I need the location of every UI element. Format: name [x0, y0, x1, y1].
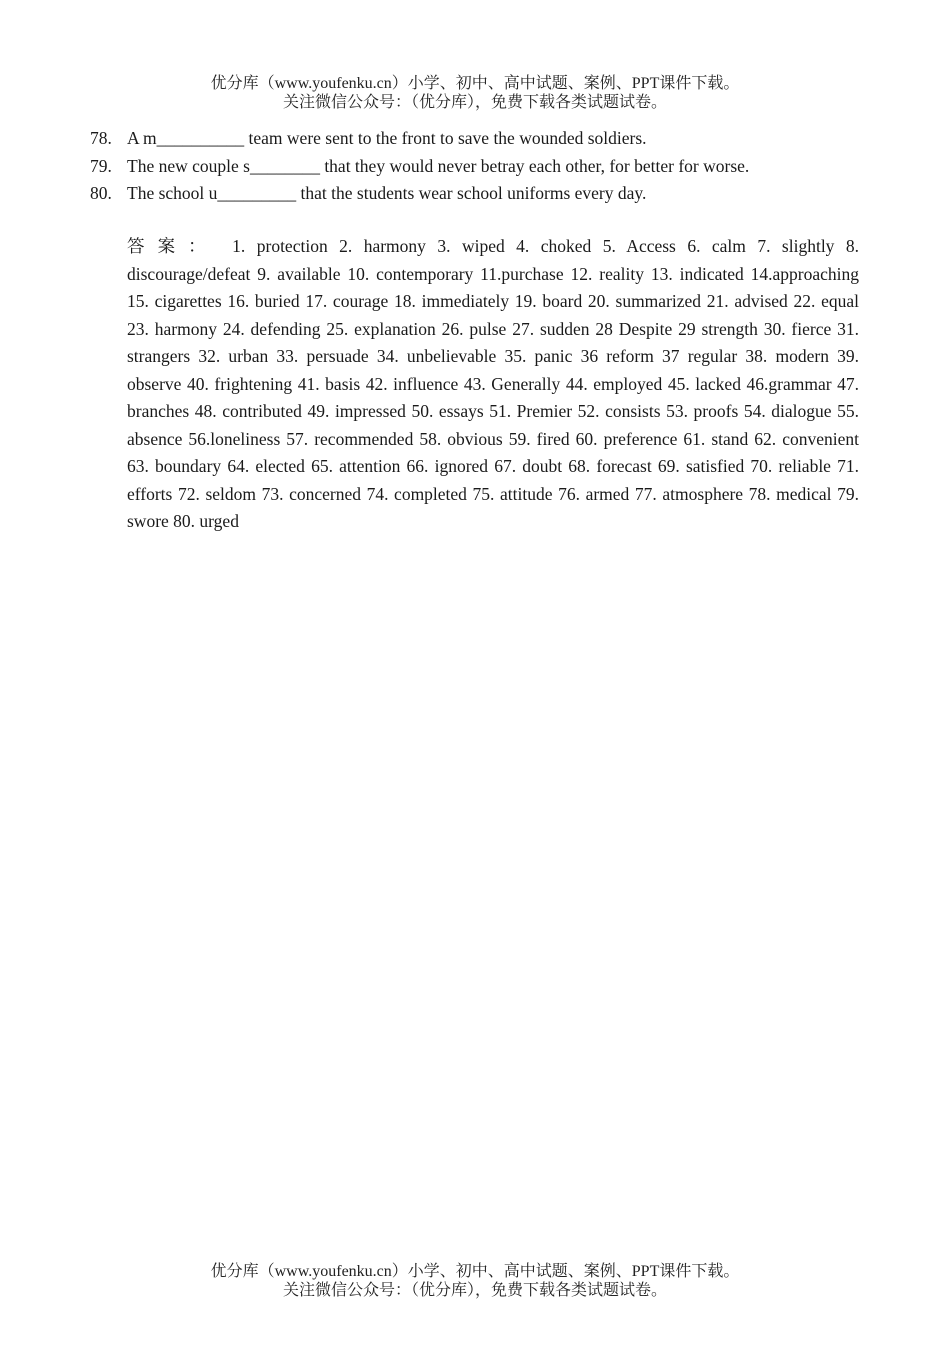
footer-line-1: 优分库（www.youfenku.cn）小学、初中、高中试题、案例、PPT课件下载。 [210, 1263, 740, 1280]
answer-text: 1. protection 2. harmony 3. wiped 4. choked 5. Access 6. calm 7. slightly 8. discourage/defeat 9. available 10. contemporary 11.purchase 12. reality 13. indicated 14.approaching 15. cigarettes 16. buried 17. courage 18. immediately 19. board 20. summarized 21. advised 22. equal 23. harmony 24. defending 25. explanation 26. pulse 27. sudden 28 Despite 29 strength 30. fierce 31. strangers 32. urban 33. persuade 34. unbelievable 35. panic 36 reform 37 regular 38. modern 39. observe 40. frightening 41. basis 42. influence 43. Generally 44. employed 45. lacked 46.grammar 47. branches 48. contributed 49. impressed 50. essays 51. Premier 52. consists 53. proofs 54. dialogue 55. absence 56.loneliness 57. recommended 58. obvious 59. fired 60. preference 61. stand 62. convenient 63. boundary 64. elected 65. attention 66. ignored 67. doubt 68. forecast 69. satisfied 70. reliable 71. efforts 72. seldom 73. concerned 74. completed 75. attitude 76. armed 77. atmosphere 78. medical 79. swore 80. urged [127, 236, 860, 531]
header-line-2: 关注微信公众号：（优分库），免费下载各类试题试卷。 [282, 94, 667, 111]
page-header [0, 74, 950, 112]
question-text: The school u_________ that the students wear school uniforms every day. [127, 183, 647, 203]
question-text: The new couple s________ that they would never betray each other, for better for worse. [127, 155, 750, 176]
question-number: 78. [90, 128, 112, 148]
question-list [90, 125, 870, 208]
question-number: 79. [90, 155, 112, 176]
question-item [90, 153, 870, 181]
header-line-1: 优分库（www.youfenku.cn）小学、初中、高中试题、案例、PPT课件下载。 [210, 75, 740, 92]
question-number: 80. [90, 183, 112, 203]
question-text: A m__________ team were sent to the front to save the wounded soldiers. [127, 128, 647, 148]
question-item [90, 125, 870, 153]
question-item [90, 180, 870, 208]
answer-key [127, 233, 859, 536]
answer-label: 答案： [127, 236, 219, 256]
footer-line-2: 关注微信公众号：（优分库），免费下载各类试题试卷。 [282, 1282, 667, 1299]
page-footer [0, 1262, 950, 1300]
